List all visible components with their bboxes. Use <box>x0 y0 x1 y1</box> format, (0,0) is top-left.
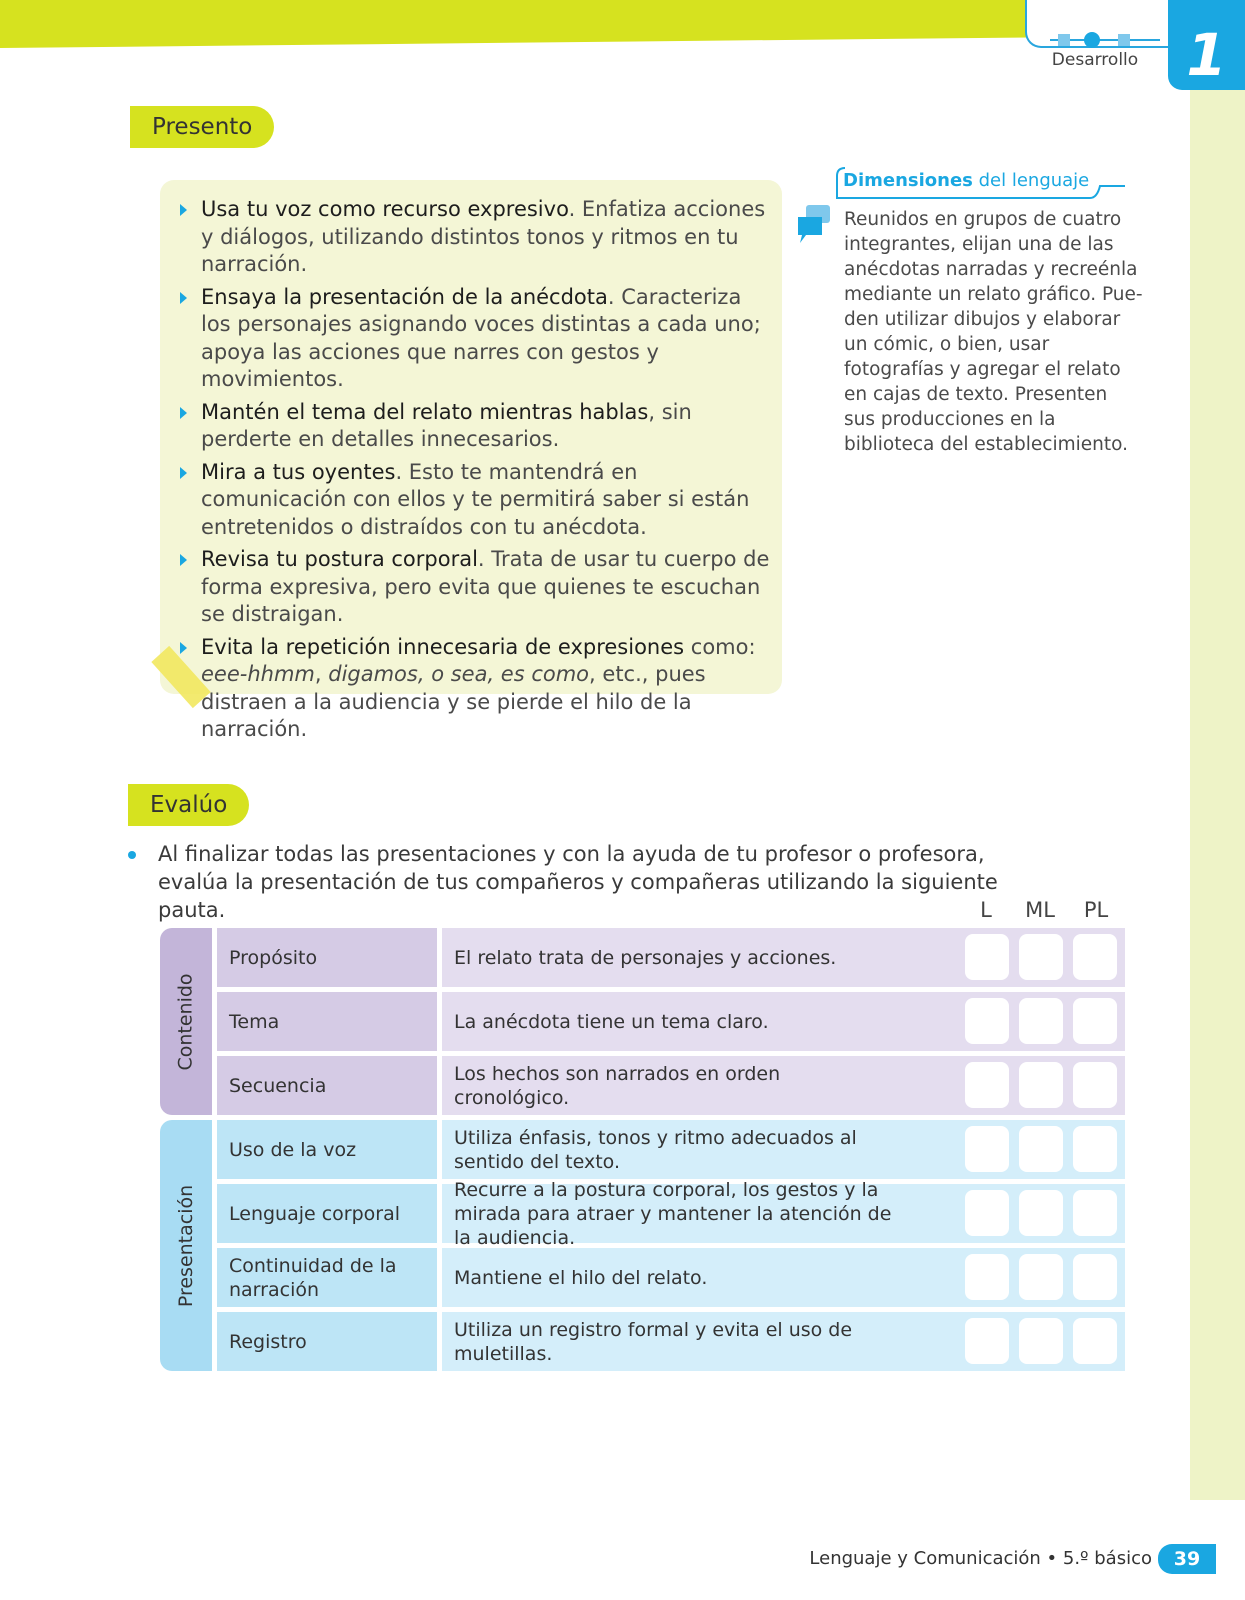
bullet-arrow-icon <box>180 642 187 654</box>
category-cell: Secuencia <box>217 1056 437 1115</box>
checkbox-ml[interactable] <box>1019 1062 1063 1108</box>
table-row <box>217 928 1125 987</box>
checkbox-pl[interactable] <box>1073 1126 1117 1172</box>
tip-text: . Enfatiza acciones y diálogos, utilizando distintos tonos y ritmos en tu narración. <box>201 197 766 276</box>
tip-text: . Esto te mantendrá en comunicación con ellos y te permitirá saber si están entretenidos o distraídos con tu anécdota. <box>201 459 750 539</box>
category-cell: Registro <box>217 1312 437 1371</box>
category-cell: Continuidad de la narración <box>217 1248 437 1307</box>
tip-item <box>180 284 770 394</box>
bullet-dot-icon <box>128 851 136 859</box>
tip-text: . Trata de usar tu cuerpo de forma expresiva, pero evita que quienes te escuchan se distraigan. <box>201 547 770 626</box>
checkbox-l[interactable] <box>965 1318 1009 1364</box>
checkbox-pl[interactable] <box>1073 1190 1117 1236</box>
checkbox-ml[interactable] <box>1019 934 1063 980</box>
category-cell: Lenguaje corporal <box>217 1184 437 1243</box>
header-bar <box>0 0 1030 48</box>
checkbox-l[interactable] <box>965 1126 1009 1172</box>
speech-bubble-icon <box>796 203 832 245</box>
progress-dots-icon <box>1050 30 1160 50</box>
group-tab-contenido <box>160 928 212 1115</box>
table-row <box>217 1248 1125 1307</box>
tip-text: . Caracteriza los personajes asignando voces distintas a cada uno; apoya las acciones que narres con gestos y movimientos. <box>201 284 761 391</box>
tip-item <box>180 634 770 744</box>
description-text: Mantiene el hilo del relato. <box>454 1266 708 1289</box>
checkbox-pl[interactable] <box>1073 1318 1117 1364</box>
tip-text: , sin perderte en detalles innecesarios. <box>201 399 692 451</box>
tip-italic: eee-hhmm <box>201 662 315 686</box>
tip-bold: Ensaya la presentación de la anécdota <box>201 284 608 309</box>
presento-heading: Presento <box>130 106 274 148</box>
category-cell: Tema <box>217 992 437 1051</box>
checkbox-l[interactable] <box>965 1254 1009 1300</box>
bullet-arrow-icon <box>180 204 187 216</box>
tip-text: , etc., pues distraen a la audiencia y se pierde el hilo de la narración. <box>201 662 706 741</box>
checkbox-pl[interactable] <box>1073 934 1117 980</box>
tip-bold: Mira a tus oyentes <box>201 459 396 484</box>
tip-text: como: <box>684 634 756 659</box>
tip-bold: Mantén el tema del relato mientras hablas <box>201 399 649 424</box>
group-label-wrap <box>160 1120 212 1371</box>
tip-bold: Usa tu voz como recurso expresivo <box>201 197 569 221</box>
evaluo-intro-text: Al finalizar todas las presentaciones y con la ayuda de tu profesor o profesora, evalúa la presentación de tus compañeros y compañeras utilizando la siguiente pauta. <box>158 842 998 922</box>
group-tab-presentacion <box>160 1120 212 1371</box>
checkbox-ml[interactable] <box>1019 1126 1063 1172</box>
presento-tips <box>180 196 770 749</box>
group-label-contenido: Contenido <box>175 972 198 1071</box>
tip-text: , <box>314 662 329 686</box>
checkbox-pl[interactable] <box>1073 998 1117 1044</box>
dimensiones-title-bold: Dimensiones <box>843 170 973 191</box>
description-text: Recurre a la postura corporal, los gestos y la mirada para atraer y mantener la atención de la audiencia. <box>454 1178 892 1249</box>
dimensiones-title <box>843 170 1089 191</box>
evaluo-intro <box>128 840 1008 924</box>
checkbox-l[interactable] <box>965 1190 1009 1236</box>
dimensiones-title-rest: del lenguaje <box>972 170 1090 191</box>
dimensiones-text: Reunidos en grupos de cuatro integrantes, elijan una de las anécdotas narradas y recreénla mediante un relato gráfico. Pue-den utilizar dibujos y elaborar un cómic, o bien, usar fotografías y agregar el relato en cajas de texto. Presenten sus producciones en la biblioteca del establecimiento. <box>844 209 1143 455</box>
description-text: Los hechos son narrados en orden cronológico. <box>454 1062 781 1109</box>
table-row <box>217 1056 1125 1115</box>
description-text: La anécdota tiene un tema claro. <box>454 1010 769 1033</box>
checkbox-ml[interactable] <box>1019 1190 1063 1236</box>
tip-item <box>180 546 770 629</box>
tip-italic: digamos, o sea, es como <box>328 662 590 686</box>
section-label: Desarrollo <box>1051 50 1139 70</box>
checkbox-ml[interactable] <box>1019 1254 1063 1300</box>
side-strip <box>1190 90 1245 1500</box>
checkbox-pl[interactable] <box>1073 1254 1117 1300</box>
category-cell: Propósito <box>217 928 437 987</box>
category-cell: Uso de la voz <box>217 1120 437 1179</box>
bullet-arrow-icon <box>180 292 187 304</box>
checkbox-l[interactable] <box>965 934 1009 980</box>
page-number: 39 <box>1158 1544 1216 1574</box>
scale-header-pl: PL <box>1083 898 1109 922</box>
bullet-arrow-icon <box>180 407 187 419</box>
checkbox-ml[interactable] <box>1019 998 1063 1044</box>
checkbox-l[interactable] <box>965 1062 1009 1108</box>
checkbox-pl[interactable] <box>1073 1062 1117 1108</box>
table-row <box>217 1178 1125 1249</box>
description-text: Utiliza énfasis, tonos y ritmo adecuados al sentido del texto. <box>454 1126 857 1173</box>
tip-bold: Revisa tu postura corporal <box>201 547 478 571</box>
description-text: Utiliza un registro formal y evita el uso de muletillas. <box>454 1318 853 1365</box>
tip-item <box>180 399 770 454</box>
chapter-number: 1 <box>1168 0 1245 90</box>
evaluo-heading: Evalúo <box>128 784 249 826</box>
bullet-arrow-icon <box>180 467 187 479</box>
footer-book: Lenguaje y Comunicación • 5.º básico <box>809 1548 1152 1569</box>
checkbox-l[interactable] <box>965 998 1009 1044</box>
tip-item <box>180 459 770 542</box>
scale-header-ml: ML <box>1025 898 1055 922</box>
scale-header-l: L <box>980 898 992 922</box>
group-label-wrap <box>160 928 212 1115</box>
table-row <box>217 1312 1125 1371</box>
bullet-arrow-icon <box>180 554 187 566</box>
description-text: El relato trata de personajes y acciones. <box>454 946 837 969</box>
tip-item <box>180 196 770 279</box>
table-row <box>217 992 1125 1051</box>
checkbox-ml[interactable] <box>1019 1318 1063 1364</box>
tip-bold: Evita la repetición innecesaria de expresiones <box>201 634 685 659</box>
table-row <box>217 1120 1125 1179</box>
group-label-presentacion: Presentación <box>175 1184 198 1307</box>
